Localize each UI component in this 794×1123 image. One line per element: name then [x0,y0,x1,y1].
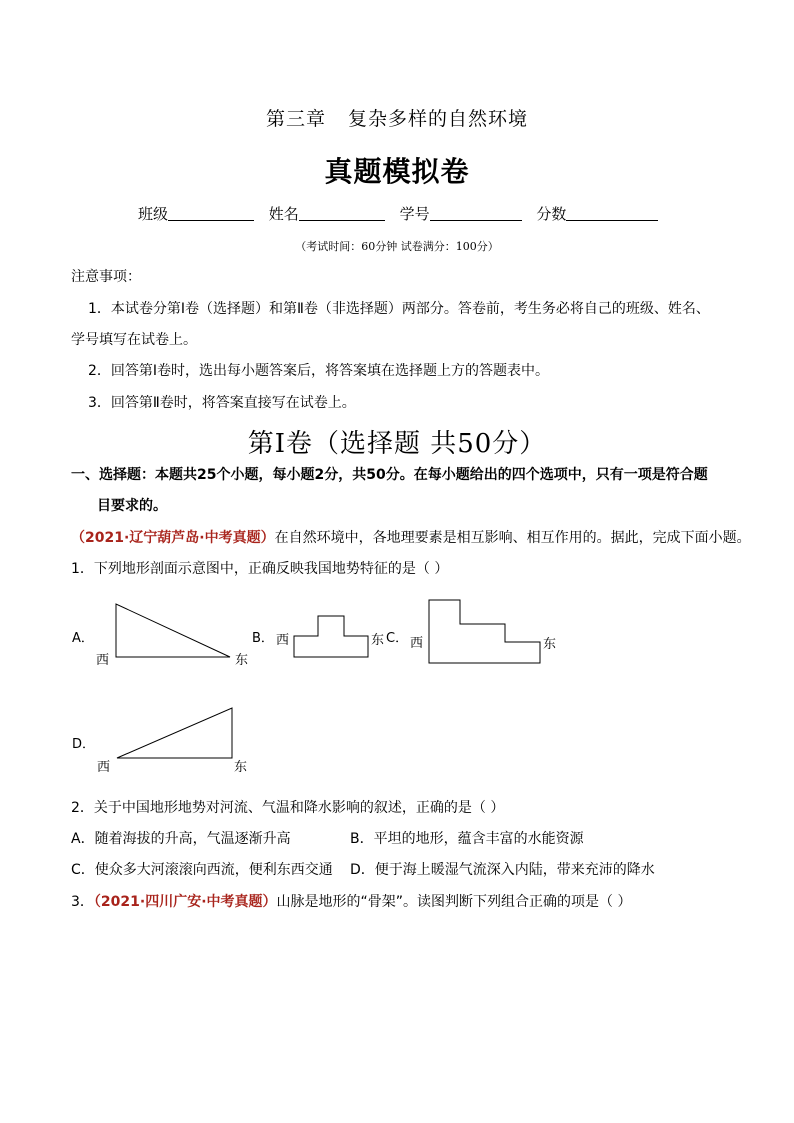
q2-option-b[interactable]: B．平坦的地形，蕴含丰富的水能资源 [350,831,584,847]
profile-c-east: 东 [543,637,557,652]
class-label: 班级 [138,205,169,223]
q2-option-c[interactable]: C．使众多大河滚滚向西流，便利东西交通 [71,862,333,878]
q1-option-d-label[interactable]: D． [72,737,96,752]
q2-stem: 2．关于中国地形地势对河流、气温和降水影响的叙述，正确的是（ ） [71,800,505,816]
student-id-label: 学号 [399,205,430,223]
notice-heading: 注意事项： [71,269,141,285]
name-label: 姓名 [268,205,299,223]
q1-stem: 1．下列地形剖面示意图中，正确反映我国地势特征的是（ ） [71,561,449,577]
q3-stem: 山脉是地形的“骨架”。读图判断下列组合正确的项是（ ） [276,894,632,910]
profile-b-west: 西 [276,633,290,648]
q2-option-a[interactable]: A．随着海拔的升高，气温逐渐升高 [71,831,291,847]
section-instruction: 一、选择题：本题共25个小题，每小题2分，共50分。在每小题给出的四个选项中，只有一项是符合题 [71,467,708,483]
q3-stem-line [71,893,632,911]
profile-c-west: 西 [410,636,424,651]
exam-title: 真题模拟卷 [324,155,470,188]
profile-d-east: 东 [234,760,248,775]
profile-a [96,604,248,668]
q1-option-c-label[interactable]: C． [386,631,409,646]
section-title: 第Ⅰ卷（选择题 共50分） [247,429,547,459]
profile-a-shape [116,604,230,657]
profile-d-shape [117,708,232,758]
score-label: 分数 [536,205,567,223]
q3-source: （2021·四川广安·中考真题） [93,894,277,910]
q1-option-b-label[interactable]: B． [252,631,274,646]
exam-time-info: （考试时间：60分钟 试卷满分：100分） [295,240,499,253]
profile-a-west: 西 [96,653,110,668]
chapter-title: 复杂多样的自然环境 [348,108,529,130]
profile-a-east: 东 [235,653,249,668]
profile-c-shape [429,600,540,663]
q3-number: 3． [71,894,94,910]
profile-b-east: 东 [371,633,385,648]
profile-b-shape [294,616,368,657]
profile-d [97,708,247,775]
q1-source: （2021·辽宁葫芦岛·中考真题） [71,530,275,546]
notice-item-1-cont: 学号填写在试卷上。 [71,332,197,348]
q1-option-a-label[interactable]: A． [72,631,94,646]
profile-b [276,616,384,657]
notice-item-1: 1．本试卷分第Ⅰ卷（选择题）和第Ⅱ卷（非选择题）两部分。答卷前，考生务必将自己的班级、姓名、 [88,301,710,317]
profile-c [410,600,556,663]
q1-intro-text: 在自然环境中，各地理要素是相互影响、相互作用的。据此，完成下面小题。 [274,530,751,546]
section-instruction-cont: 目要求的。 [97,498,167,514]
notice-item-2: 2．回答第Ⅰ卷时，选出每小题答案后，将答案填在选择题上方的答题表中。 [88,363,550,379]
profile-d-west: 西 [97,760,111,775]
notice-item-3: 3．回答第Ⅱ卷时，将答案直接写在试卷上。 [88,395,356,411]
q2-option-d[interactable]: D．便于海上暖湿气流深入内陆，带来充沛的降水 [350,862,655,878]
chapter-number: 第三章 [265,108,326,130]
